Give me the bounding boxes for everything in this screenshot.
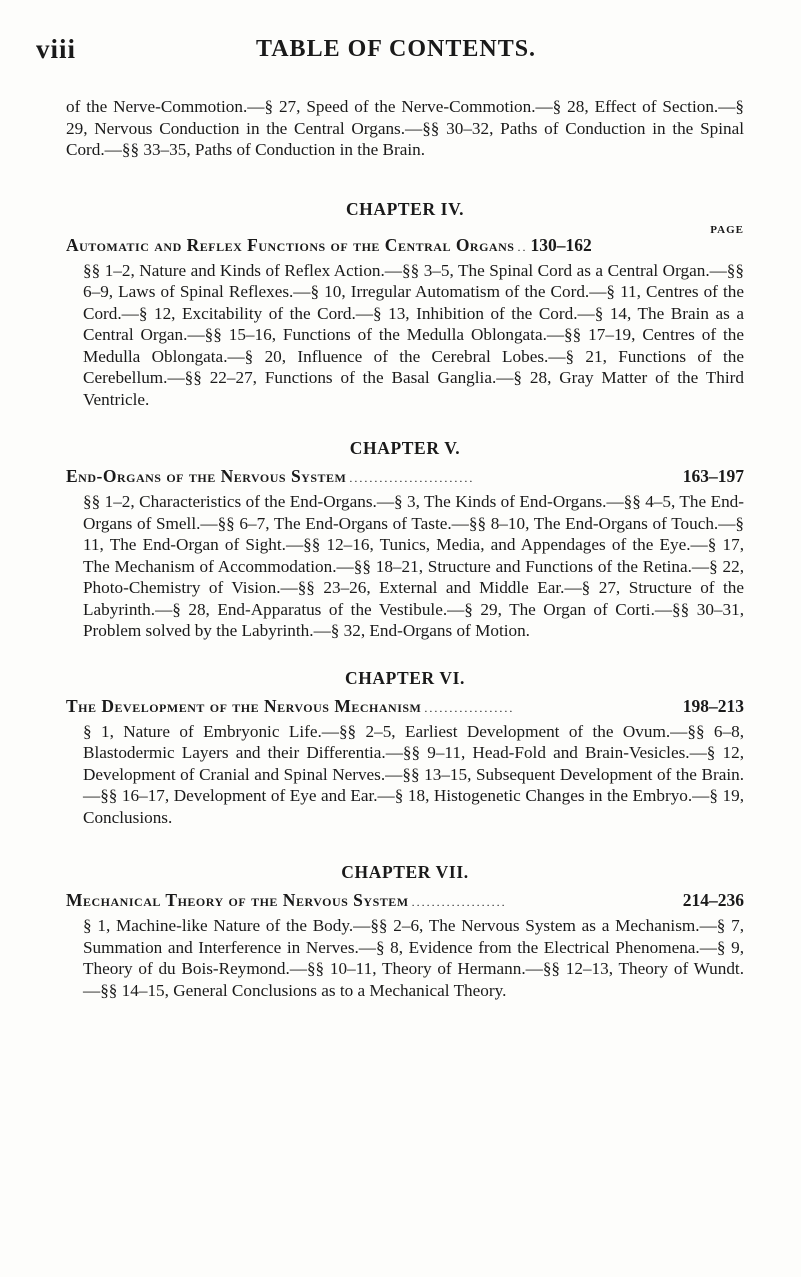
running-title: TABLE OF CONTENTS. [256, 36, 537, 62]
chapter-title: The Development of the Nervous Mechanism [66, 695, 422, 716]
chapter-entry [66, 862, 744, 1001]
chapter-entry [66, 438, 744, 642]
chapter-heading: CHAPTER VII. [341, 862, 469, 882]
chapter-heading: CHAPTER IV. [345, 198, 465, 219]
toc-content [66, 96, 744, 1001]
page-number: viii [36, 34, 77, 64]
dot-leader: .. [517, 239, 528, 254]
chapter-heading: CHAPTER VI. [344, 667, 466, 688]
chapter-title: Mechanical Theory of the Nervous System [66, 890, 409, 910]
continued-summary: of the Nerve-Commotion.—§ 27, Speed of the Nerve-Commotion.—§ 28, Effect of Section.—§ 29, Nervous Conduction in the Central Organs.—§§ 30–32, Paths of Conduction in the Spinal Cord.—§§ 33–35, Paths of Conduction in the Brain. [66, 97, 744, 159]
chapter-summary: §§ 1–2, Nature and Kinds of Reflex Action.—§§ 3–5, The Spinal Cord as a Central Organ.—§§ 6–9, Laws of Spinal Reflexes.—§ 10, Irregular Automatism of the Cord.—§ 11, Centres of the Cord.—§ 12, Excitability of the Cord.—§ 13, Inhibition of the Cord.—§ 14, The Brain as a Central Organ.—§§ 15–16, Functions of the Medulla Oblongata.—§§ 17–19, Centres of the Medulla Oblongata.—§ 20, Influence of the Cerebral Lobes.—§ 21, Functions of the Cerebellum.—§§ 22–27, Functions of the Basal Ganglia.—§ 28, Gray Matter of the Third Ventricle. [83, 260, 744, 409]
toc-line[interactable] [66, 695, 744, 719]
chapter-title: End-Organs of the Nervous System [66, 466, 347, 486]
chapter-title: Automatic and Reflex Functions of the Central Organs [66, 234, 515, 255]
page-range: 214–236 [682, 890, 744, 910]
dot-leader: ................... [411, 895, 507, 909]
page-range: 130–162 [530, 234, 592, 255]
dot-leader: ......................... [349, 471, 475, 485]
toc-line[interactable] [66, 465, 744, 489]
chapter-summary: §§ 1–2, Characteristics of the End-Organs.—§ 3, The Kinds of End-Organs.—§§ 4–5, The End-Organs of Smell.—§§ 6–7, The End-Organs of Taste.—§§ 8–10, The End-Organs of Touch.—§ 11, The End-Organ of Sight.—§§ 12–16, Tunics, Media, and Appendages of the Eye.—§ 17, The Mechanism of Accommodation.—§§ 18–21, Structure and Functions of the Retina.—§ 22, Photo-Chemistry of Vision.—§§ 23–26, External and Middle Ear.—§ 27, Structure of the Labyrinth.—§ 28, End-Apparatus of the Vestibule.—§ 29, The Organ of Corti.—§§ 30–31, Problem solved by the Labyrinth.—§ 32, End-Organs of Motion. [83, 492, 744, 640]
toc-line[interactable] [66, 889, 744, 913]
chapter-heading: CHAPTER V. [349, 438, 461, 458]
dot-leader: .................. [424, 700, 515, 715]
page-range: 163–197 [682, 466, 744, 486]
toc-line[interactable] [66, 234, 744, 258]
chapter-entry [66, 668, 744, 829]
chapter-summary: § 1, Nature of Embryonic Life.—§§ 2–5, Earliest Development of the Ovum.—§§ 6–8, Blastodermic Layers and their Differentia.—§§ 9–11, Head-Fold and Brain-Vesicles.—§ 12, Development of Cranial and Spinal Nerves.—§§ 13–15, Subsequent Development of the Brain.—§§ 16–17, Development of Eye and Ear.—§ 18, Histogenetic Changes in the Embryo.—§ 19, Conclusions. [83, 721, 744, 827]
page-range: 198–213 [682, 695, 744, 716]
chapter-summary: § 1, Machine-like Nature of the Body.—§§ 2–6, The Nervous System as a Mechanism.—§ 7, Summation and Interference in Nerves.—§ 8, Evidence from the Electrical Phenomena.—§ 9, Theory of du Bois-Reymond.—§§ 10–11, Theory of Hermann.—§§ 12–13, Theory of Wundt.—§§ 14–15, General Conclusions as to a Mechanical Theory. [83, 916, 744, 1000]
chapter-entry [66, 199, 744, 411]
page-column-label: PAGE [710, 223, 744, 236]
running-head [0, 34, 801, 74]
